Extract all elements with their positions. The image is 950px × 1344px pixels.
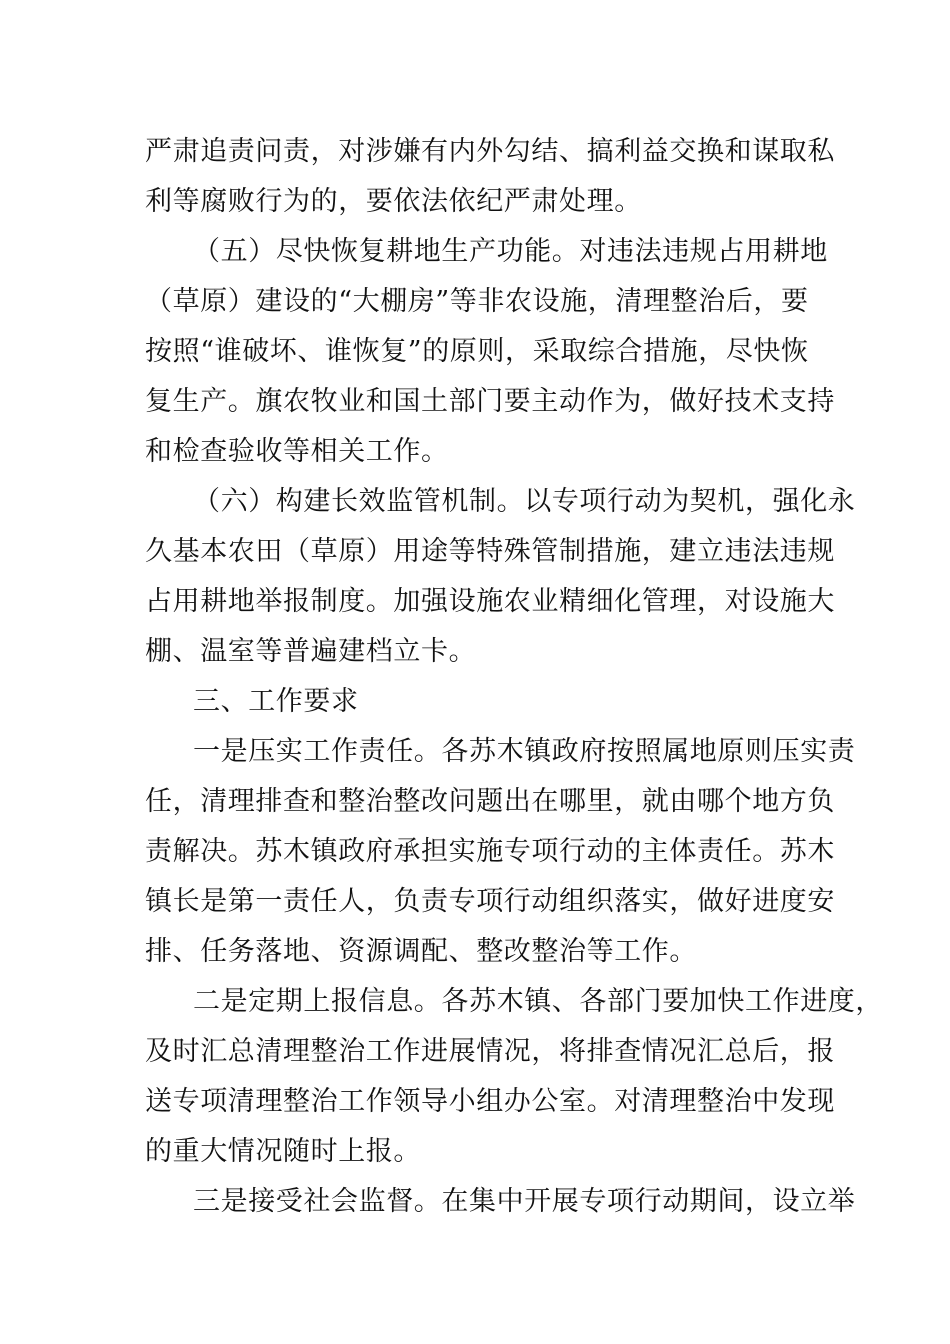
- text-line: 占用耕地举报制度。加强设施农业精细化管理，对设施大: [145, 586, 835, 617]
- text-line: （草原）建设的“大棚房”等非农设施，清理整治后，要: [145, 286, 809, 317]
- text-line: 排、任务落地、资源调配、整改整治等工作。: [145, 936, 697, 967]
- text-line: 及时汇总清理整治工作进展情况，将排查情况汇总后，报: [145, 1036, 835, 1067]
- text-line: 利等腐败行为的，要依法依纪严肃处理。: [145, 186, 642, 217]
- text-line: 严肃追责问责，对涉嫌有内外勾结、搞利益交换和谋取私: [145, 136, 835, 167]
- text-line: 二是定期上报信息。各苏木镇、各部门要加快工作进度，: [193, 986, 883, 1017]
- text-line: 按照“谁破坏、谁恢复”的原则，采取综合措施，尽快恢: [145, 336, 809, 367]
- text-line: 的重大情况随时上报。: [145, 1136, 421, 1167]
- text-line: 镇长是第一责任人，负责专项行动组织落实，做好进度安: [145, 886, 835, 917]
- text-line: 责解决。苏木镇政府承担实施专项行动的主体责任。苏木: [145, 836, 835, 867]
- text-line: 久基本农田（草原）用途等特殊管制措施，建立违法违规: [145, 536, 835, 567]
- text-line: 三是接受社会监督。在集中开展专项行动期间，设立举: [193, 1186, 856, 1217]
- section-heading: 三、工作要求: [193, 686, 359, 717]
- text-line: 复生产。旗农牧业和国土部门要主动作为，做好技术支持: [145, 386, 835, 417]
- text-line: 和检查验收等相关工作。: [145, 436, 449, 467]
- text-line: 任，清理排查和整治整改问题出在哪里，就由哪个地方负: [145, 786, 835, 817]
- text-line: （六）构建长效监管机制。以专项行动为契机，强化永: [193, 486, 856, 517]
- text-line: （五）尽快恢复耕地生产功能。对违法违规占用耕地: [193, 236, 828, 267]
- text-line: 一是压实工作责任。各苏木镇政府按照属地原则压实责: [193, 736, 856, 767]
- text-line: 送专项清理整治工作领导小组办公室。对清理整治中发现: [145, 1086, 835, 1117]
- text-line: 棚、温室等普遍建档立卡。: [145, 636, 477, 667]
